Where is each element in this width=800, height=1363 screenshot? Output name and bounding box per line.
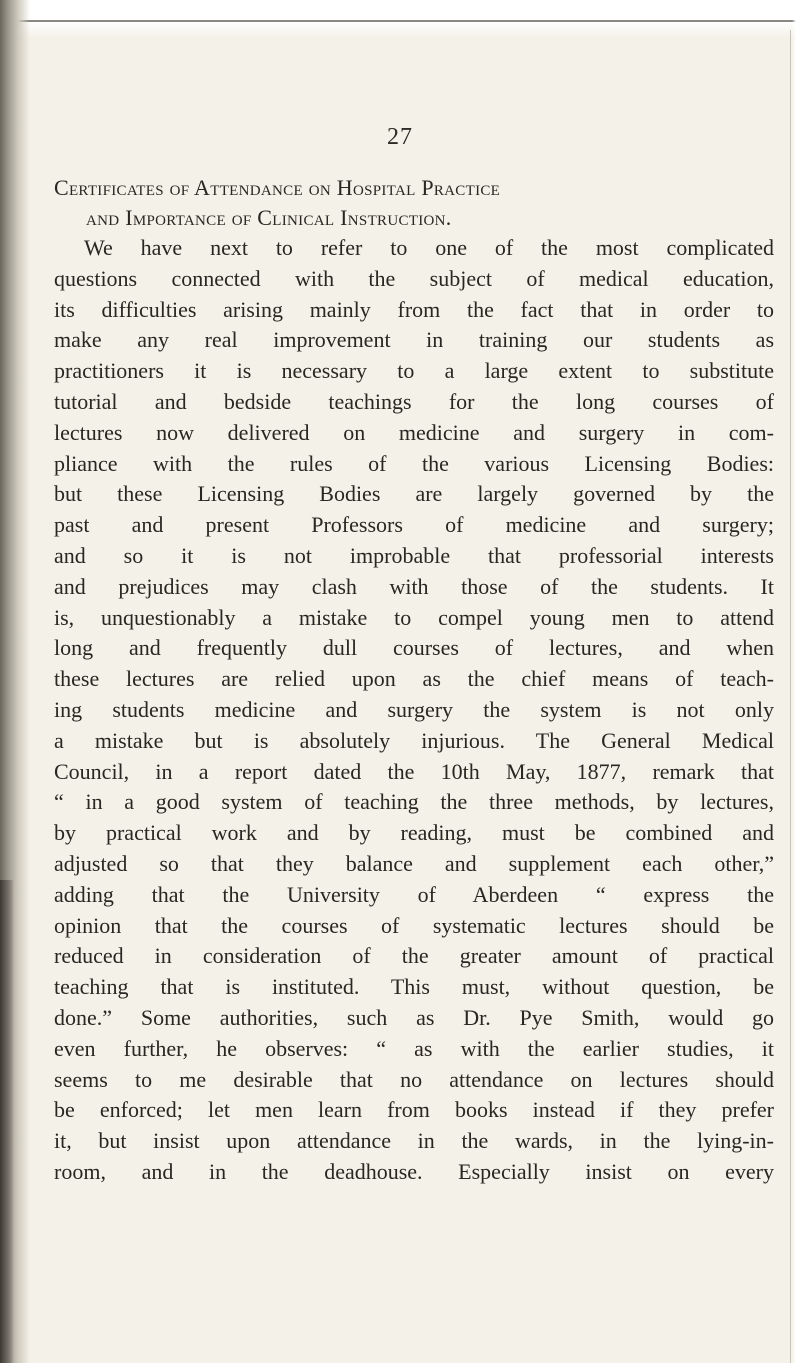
text-line: reduced in consideration of the greater amount of practical	[54, 943, 774, 969]
body-paragraph	[54, 233, 774, 1188]
section-heading	[54, 173, 778, 233]
text-line: its difficulties arising mainly from the fact that in order to	[54, 296, 774, 322]
text-line: even further, he observes: “ as with the earlier studies, it	[54, 1035, 774, 1061]
text-line: is, unquestionably a mistake to compel young men to attend	[54, 604, 774, 630]
text-line: adding that the University of Aberdeen “ express the	[54, 881, 774, 907]
text-line: be enforced; let men learn from books instead if they prefer	[54, 1097, 774, 1123]
text-line: long and frequently dull courses of lectures, and when	[54, 635, 774, 661]
section-heading-line-1: Certificates of Attendance on Hospital Practice	[54, 175, 501, 200]
text-line: ing students medicine and surgery the system is not only	[54, 696, 774, 722]
page-number: 27	[387, 124, 413, 150]
text-line: room, and in the deadhouse. Especially insist on every	[54, 1158, 774, 1184]
section-heading-line-2: and Importance of Clinical Instruction.	[86, 205, 452, 230]
text-line: We have next to refer to one of the most complicated	[84, 235, 774, 260]
text-line: a mistake but is absolutely injurious. The General Medical	[54, 727, 774, 753]
text-line: it, but insist upon attendance in the wards, in the lying-in-	[54, 1128, 774, 1154]
binding-shadow-dark	[0, 880, 14, 1363]
text-line: by practical work and by reading, must be combined and	[54, 820, 774, 846]
page-top-edge-line	[0, 20, 800, 22]
text-line: tutorial and bedside teachings for the long courses of	[54, 388, 774, 414]
text-line: “ in a good system of teaching the three methods, by lectures,	[54, 789, 774, 815]
text-line: lectures now delivered on medicine and surgery in com-	[54, 419, 774, 445]
text-line: seems to me desirable that no attendance on lectures should	[54, 1066, 774, 1092]
text-line: opinion that the courses of systematic lectures should be	[54, 912, 774, 938]
text-line: and so it is not improbable that professorial interests	[54, 542, 774, 568]
text-line: questions connected with the subject of medical education,	[54, 265, 774, 291]
text-line: and prejudices may clash with those of the students. It	[54, 573, 774, 599]
text-line: make any real improvement in training our students as	[54, 327, 774, 353]
text-line: done.” Some authorities, such as Dr. Pye Smith, would go	[54, 1004, 774, 1030]
page-right-margin	[792, 0, 800, 1363]
text-line: teaching that is instituted. This must, without question, be	[54, 974, 774, 1000]
text-line: Council, in a report dated the 10th May, 1877, remark that	[54, 758, 774, 784]
text-line: practitioners it is necessary to a large extent to substitute	[54, 358, 774, 384]
text-line: these lectures are relied upon as the chief means of teach-	[54, 666, 774, 692]
text-line: but these Licensing Bodies are largely governed by the	[54, 481, 774, 507]
page-top-margin	[0, 0, 800, 38]
text-line: pliance with the rules of the various Licensing Bodies:	[54, 450, 774, 476]
text-line: adjusted so that they balance and supplement each other,”	[54, 850, 774, 876]
page-right-edge-line	[790, 30, 791, 1363]
text-line: past and present Professors of medicine and surgery;	[54, 512, 774, 538]
